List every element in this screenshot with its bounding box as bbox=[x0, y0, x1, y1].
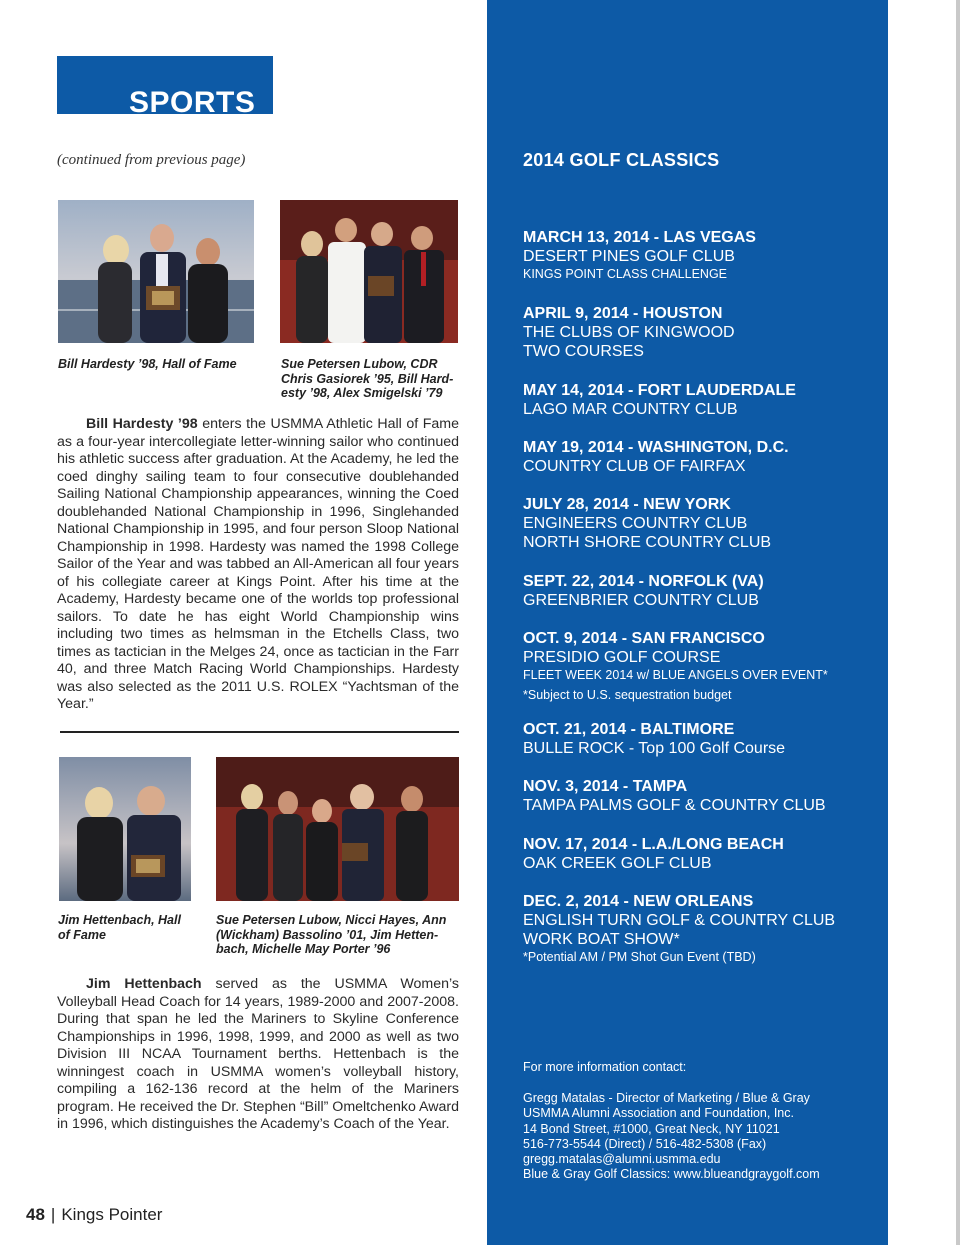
publication-name: Kings Pointer bbox=[61, 1205, 163, 1224]
contact-block bbox=[523, 1091, 820, 1183]
event-date: JULY 28, 2014 - NEW YORK bbox=[523, 496, 731, 513]
contact-line: 516-773-5544 (Direct) / 516-482-5308 (Fax) bbox=[523, 1136, 767, 1151]
event-venue: TAMPA PALMS GOLF & COUNTRY CLUB bbox=[523, 797, 826, 814]
event-item bbox=[523, 777, 878, 815]
event-venue: WORK BOAT SHOW* bbox=[523, 931, 680, 948]
photo-hettenbach bbox=[59, 757, 191, 901]
event-venue: COUNTRY CLUB OF FAIRFAX bbox=[523, 458, 746, 475]
event-venue: LAGO MAR COUNTRY CLUB bbox=[523, 401, 738, 418]
event-date: OCT. 9, 2014 - SAN FRANCISCO bbox=[523, 630, 765, 647]
photo-caption: Sue Petersen Lubow, Nicci Hayes, Ann (Wickham) Bassolino ’01, Jim Hetten- bach, Michelle May Porter ’96 bbox=[216, 913, 447, 956]
event-item bbox=[523, 228, 878, 283]
event-venue: BULLE ROCK - Top 100 Golf Course bbox=[523, 740, 786, 757]
golf-classics-panel bbox=[487, 0, 888, 1245]
event-date: NOV. 17, 2014 - L.A./LONG BEACH bbox=[523, 836, 784, 853]
event-note: KINGS POINT CLASS CHALLENGE bbox=[523, 267, 727, 281]
event-venue: THE CLUBS OF KINGWOOD bbox=[523, 324, 735, 341]
contact-website[interactable]: Blue & Gray Golf Classics: www.blueandgraygolf.com bbox=[523, 1167, 820, 1182]
event-date: MAY 19, 2014 - WASHINGTON, D.C. bbox=[523, 439, 789, 456]
photo-volleyball-group bbox=[216, 757, 459, 901]
event-item bbox=[523, 835, 878, 873]
page-footer bbox=[26, 1205, 162, 1225]
event-note: *Potential AM / PM Shot Gun Event (TBD) bbox=[523, 950, 756, 964]
photo-caption: Bill Hardesty ’98, Hall of Fame bbox=[58, 357, 237, 371]
event-venue: TWO COURSES bbox=[523, 343, 644, 360]
section-divider bbox=[60, 731, 459, 733]
event-date: NOV. 3, 2014 - TAMPA bbox=[523, 778, 688, 795]
photo-lubow-group bbox=[280, 200, 458, 343]
event-venue: ENGLISH TURN GOLF & COUNTRY CLUB bbox=[523, 912, 836, 929]
photo-caption: Sue Petersen Lubow, CDR Chris Gasiorek ’95, Bill Hard- esty ’98, Alex Smigelski ’79 bbox=[281, 357, 454, 400]
event-date: APRIL 9, 2014 - HOUSTON bbox=[523, 305, 723, 322]
footer-separator: | bbox=[50, 1205, 56, 1224]
continued-note: (continued from previous page) bbox=[57, 152, 246, 168]
section-title: SPORTS bbox=[129, 86, 256, 119]
contact-line: 14 Bond Street, #1000, Great Neck, NY 11021 bbox=[523, 1121, 780, 1136]
panel-heading: 2014 GOLF CLASSICS bbox=[523, 150, 720, 170]
event-note: *Subject to U.S. sequestration budget bbox=[523, 688, 732, 702]
article-lead: Jim Hettenbach bbox=[86, 976, 202, 992]
page-number: 48 bbox=[26, 1205, 45, 1224]
event-item bbox=[523, 495, 878, 552]
contact-line: USMMA Alumni Association and Foundation, Inc. bbox=[523, 1106, 794, 1121]
event-note: FLEET WEEK 2014 w/ BLUE ANGELS OVER EVENT* bbox=[523, 668, 828, 682]
event-item bbox=[523, 720, 878, 758]
article-body: served as the USMMA Women’s Volleyball Head Coach for 14 years, 1989-2000 and 2007-2008. During that span he led the Mariners to Skyline Conference Championships in 1996, 1998, 1999, and 2000 as well as two Division III NCAA Tournament berths. Hettenbach is the winningest coach in USMMA women’s volleyball history, compiling a 162-136 record at the helm of the Mariners program. He received the Dr. Stephen “Bill” Omeltchenko Award in 1996, which distinguishes the Academy’s Coach of the Year. bbox=[57, 976, 459, 1132]
event-date: DEC. 2, 2014 - NEW ORLEANS bbox=[523, 893, 754, 910]
event-venue: PRESIDIO GOLF COURSE bbox=[523, 649, 721, 666]
event-item bbox=[523, 892, 878, 966]
event-date: MAY 14, 2014 - FORT LAUDERDALE bbox=[523, 382, 796, 399]
photo-hardesty bbox=[58, 200, 254, 343]
event-venue: ENGINEERS COUNTRY CLUB bbox=[523, 515, 748, 532]
contact-email[interactable]: gregg.matalas@alumni.usmma.edu bbox=[523, 1152, 721, 1167]
event-date: OCT. 21, 2014 - BALTIMORE bbox=[523, 721, 735, 738]
event-item bbox=[523, 381, 878, 419]
article-lead: Bill Hardesty ’98 bbox=[86, 416, 198, 432]
event-item bbox=[523, 629, 878, 704]
event-venue: OAK CREEK GOLF CLUB bbox=[523, 855, 712, 872]
event-item bbox=[523, 572, 878, 610]
contact-intro: For more information contact: bbox=[523, 1060, 687, 1074]
contact-line: Gregg Matalas - Director of Marketing / Blue & Gray bbox=[523, 1091, 810, 1105]
event-item bbox=[523, 438, 878, 476]
event-item bbox=[523, 304, 878, 361]
event-venue: DESERT PINES GOLF CLUB bbox=[523, 248, 735, 265]
page-edge bbox=[888, 0, 960, 1245]
article-body: enters the USMMA Athletic Hall of Fame as a four-year intercollegiate letter-winning sailor who continued his athletic success after graduation. At the Academy, he led the coed dinghy sailing team to four consecutive doublehanded Sailing National Championship appearances, winning the Coed doublehanded National Championship in 1996, Singlehanded National Championship in 1995, and four person Sloop National Championship in 1998. Hardesty was named the 1998 College Sailor of the Year and was tabbed an All-American all four years of his collegiate career at Kings Point. After his time at the Academy, Hardesty became one of the worlds top professional sailors. To date he has eight World Championship wins including two times as helmsman in the Etchells Class, two times as tactician in the Melges 24, once as tactician in the Farr 40, and three Match Racing World Championships. Hardesty was also selected as the 2011 U.S. ROLEX “Yachtsman of the Year.” bbox=[57, 416, 459, 712]
event-date: SEPT. 22, 2014 - NORFOLK (VA) bbox=[523, 573, 764, 590]
event-venue: NORTH SHORE COUNTRY CLUB bbox=[523, 534, 772, 551]
event-venue: GREENBRIER COUNTRY CLUB bbox=[523, 592, 759, 609]
article-hardesty bbox=[57, 416, 459, 714]
photo-caption: Jim Hettenbach, Hall of Fame bbox=[58, 913, 181, 942]
article-hettenbach bbox=[57, 976, 459, 1134]
event-date: MARCH 13, 2014 - LAS VEGAS bbox=[523, 229, 756, 246]
